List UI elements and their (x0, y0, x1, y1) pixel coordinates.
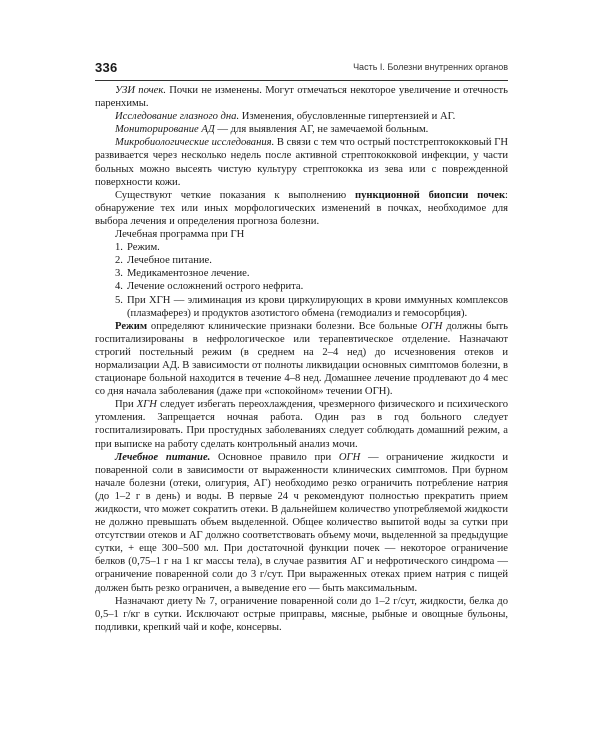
paragraph-lead: Мониторирование АД (115, 124, 215, 136)
paragraph-lead: Микробиологические исследования. (115, 137, 275, 149)
paragraph-text: должны быть госпитализированы в нефрологическое или терапевтическое отделение. Назначают строгий постельный режим (в среднем на 2–4 нед) до исчезновения отеков и нормализации АД. В зависимости от полноты ликвидации основных симптомов болезни, в стационаре больной находится в течение 4–8 нед. Домашнее лечение продлевают до 4 мес со дня начала заболевания (даже при «спокойном» течении ОГН). (95, 320, 508, 398)
paragraph-text: следует избегать переохлаждения, чрезмерного физического и психического утомления. Запрещается ночная работа. Один раз в год больного следует госпитализировать. При простудных заболеваниях следует соблюдать домашний режим, а при выписке на работу сделать контрольный анализ мочи. (95, 399, 508, 450)
paragraph-abbrev: ХГН (136, 399, 157, 411)
paragraph-bp-monitoring (95, 123, 508, 136)
page-number: 336 (95, 60, 118, 75)
list-item (95, 267, 508, 280)
paragraph-emphasis: пункционной биопсии почек (355, 189, 506, 201)
list-item-text: Режим. (127, 242, 160, 254)
paragraph-chronic-gn (95, 398, 508, 450)
list-item (95, 280, 508, 293)
paragraph-abbrev: ОГН (338, 451, 361, 463)
paragraph-microbiology (95, 136, 508, 188)
paragraph-fundus-exam (95, 110, 508, 123)
paragraph-lead: Лечебное питание. (115, 451, 211, 463)
paragraph-diet (95, 451, 508, 595)
paragraph-biopsy (95, 189, 508, 228)
list-item-number: 4. (115, 281, 123, 293)
list-item-text: Медикаментозное лечение. (127, 268, 250, 280)
list-item-number: 2. (115, 255, 123, 267)
list-item-text: Лечебное питание. (127, 255, 212, 267)
paragraph-diet-7: Назначают диету № 7, ограничение поваренной соли до 1–2 г/сут, жидкости, белка до 0,5–1 г/кг в сутки. Исключают острые приправы, мясные, рыбные и овощные бульоны, подливки, крепкий чай и кофе, консервы. (95, 595, 508, 633)
paragraph-abbrev: ОГН (421, 320, 443, 332)
list-item (95, 294, 508, 320)
list-item-text: Лечение осложнений острого нефрита. (127, 281, 304, 293)
paragraph-text: определяют клинические признаки болезни. Все больные (147, 320, 422, 332)
list-item-number: 5. (115, 294, 123, 306)
paragraph-text: Изменения, обусловленные гипертензией и АГ. (239, 111, 456, 123)
paragraph-text: Основное правило при (210, 451, 339, 463)
paragraph-lead: УЗИ почек. (115, 85, 166, 96)
paragraph-text: При (115, 399, 137, 411)
paragraph-text: : обнаружение тех или иных морфологических изменений в почках, необходимое для выбора лечения и определения прогноза болезни. (95, 189, 508, 227)
running-head: Часть I. Болезни внутренних органов (353, 62, 508, 72)
list-item-number: 1. (115, 242, 123, 254)
paragraph-program-heading: Лечебная программа при ГН (115, 229, 245, 241)
paragraph-text: Существуют четкие показания к выполнению (115, 189, 356, 201)
paragraph-lead: Режим (115, 320, 148, 332)
list-item-number: 3. (115, 268, 123, 280)
paragraph-text: — для выявления АГ, не замечаемой больным. (214, 124, 429, 136)
list-item (95, 254, 508, 267)
list-item (95, 241, 508, 254)
paragraph-text: В связи с тем что острый постстрептококковый ГН развивается через несколько недель после активной стрептококковой инфекции, у части больных можно высеять чистую культуру стрептококка из зева или с поврежденной поверхности кожи. (95, 137, 508, 188)
paragraph-text: Почки не изменены. Могут отмечаться некоторое увеличение и отечность паренхимы. (95, 85, 508, 110)
paragraph-lead: Исследование глазного дна. (115, 111, 240, 123)
paragraph-kidney-ultrasound (95, 84, 508, 110)
page-header (95, 60, 508, 81)
list-item-text: При ХГН — элиминация из крови циркулирующих в крови иммунных комплексов (плазмаферез) и продуктов азотистого обмена (гемодиализ и гемосорбция). (127, 294, 508, 319)
program-list (95, 241, 508, 320)
paragraph-text: — ограничение жидкости и поваренной соли в зависимости от выраженности клинических симптомов. При бурном начале болезни (отеки, олигурия, АГ) необходимо резко ограничить потребление натрия (до 1–2 г в день) и воды. В первые 24 ч рекомендуют полностью прекратить прием жидкости, что может сократить отеки. В дальнейшем количество употребляемой жидкости не должно превышать объем выделенной. Общее количество выпитой воды за сутки при отсутствии отеков и АГ должно соответствовать объему мочи, выделенной за предыдущие сутки, + еще 300–500 мл. При достаточной функции почек — некоторое ограничение белков (0,75–1 г на 1 кг массы тела), в случае развития АГ и нефротического синдрома — ограничение поваренной соли до 3 г/сут. При выраженных отеках прием натрия с пищей должен быть резко ограничен, а выведение его — быть максимальным. (95, 451, 508, 594)
page-body (95, 84, 508, 634)
paragraph-regimen (95, 320, 508, 399)
